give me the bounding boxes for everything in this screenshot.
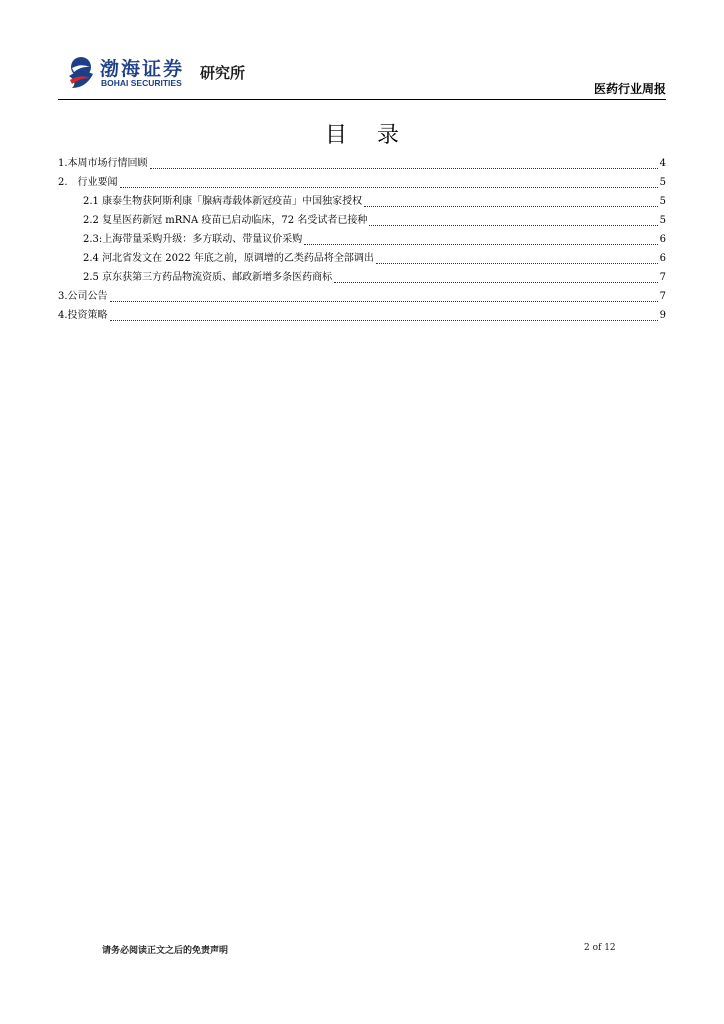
toc-entry-text: 2.4 河北省发文在 2022 年底之前，原调增的乙类药品将全部调出	[83, 253, 374, 264]
toc-entry-text: 2.1 康泰生物获阿斯利康「腺病毒载体新冠疫苗」中国独家授权	[83, 196, 363, 207]
toc-leader-dots	[364, 205, 658, 207]
toc-leader-dots	[110, 319, 658, 321]
toc-entry-page: 9	[659, 310, 666, 321]
toc-leader-dots	[150, 167, 658, 169]
toc-leader-dots	[369, 224, 657, 226]
logo-english-name: BOHAI SECURITIES	[101, 78, 182, 88]
toc-entry-page: 6	[659, 234, 666, 245]
bohai-logo-icon	[66, 54, 96, 92]
toc-entry-text: 4.投资策略	[58, 310, 108, 321]
toc-subentry[interactable]	[58, 249, 666, 268]
toc-entry-text: 2.3:上海带量采购升级：多方联动、带量议价采购	[83, 234, 303, 245]
toc-entry-text: 2.2 复星医药新冠 mRNA 疫苗已启动临床，72 名受试者已接种	[83, 215, 368, 226]
toc-subentry[interactable]	[58, 230, 666, 249]
toc-subentry[interactable]	[58, 192, 666, 211]
toc-entry-text: 3.公司公告	[58, 291, 108, 302]
toc-entry-page: 4	[659, 158, 666, 169]
toc-subentry[interactable]	[58, 268, 666, 287]
toc-entry-text: 2.5 京东获第三方药品物流资质、邮政新增多条医药商标	[83, 272, 333, 283]
toc-entry[interactable]	[58, 306, 666, 325]
toc-entry[interactable]	[58, 154, 666, 173]
toc-entry[interactable]	[58, 173, 666, 192]
toc-entry-page: 5	[659, 215, 666, 226]
toc-entry-text: 1.本周市场行情回顾	[58, 158, 148, 169]
header-divider	[58, 99, 666, 100]
toc-title: 目录	[324, 123, 429, 148]
page-header	[0, 0, 724, 104]
institute-label: 研究所	[200, 64, 246, 82]
toc-entry-text: 2. 行业要闻	[58, 177, 118, 188]
toc-leader-dots	[376, 262, 658, 264]
toc-entry-page: 5	[659, 196, 666, 207]
disclaimer-note: 请务必阅读正文之后的免责声明	[102, 946, 229, 956]
toc-leader-dots	[334, 281, 658, 283]
toc-leader-dots	[120, 186, 658, 188]
toc-entry-page: 7	[659, 272, 666, 283]
company-logo	[66, 54, 276, 94]
page-number: 2 of 12	[584, 943, 616, 953]
toc-leader-dots	[304, 243, 657, 245]
report-type-label: 医药行业周报	[593, 82, 666, 96]
toc-entry-page: 6	[659, 253, 666, 264]
logo-chinese-name: 渤海证券	[100, 58, 185, 80]
table-of-contents	[58, 154, 666, 325]
toc-entry-page: 5	[659, 177, 666, 188]
toc-entry-page: 7	[659, 291, 666, 302]
toc-subentry[interactable]	[58, 211, 666, 230]
toc-entry[interactable]	[58, 287, 666, 306]
toc-leader-dots	[110, 300, 658, 302]
